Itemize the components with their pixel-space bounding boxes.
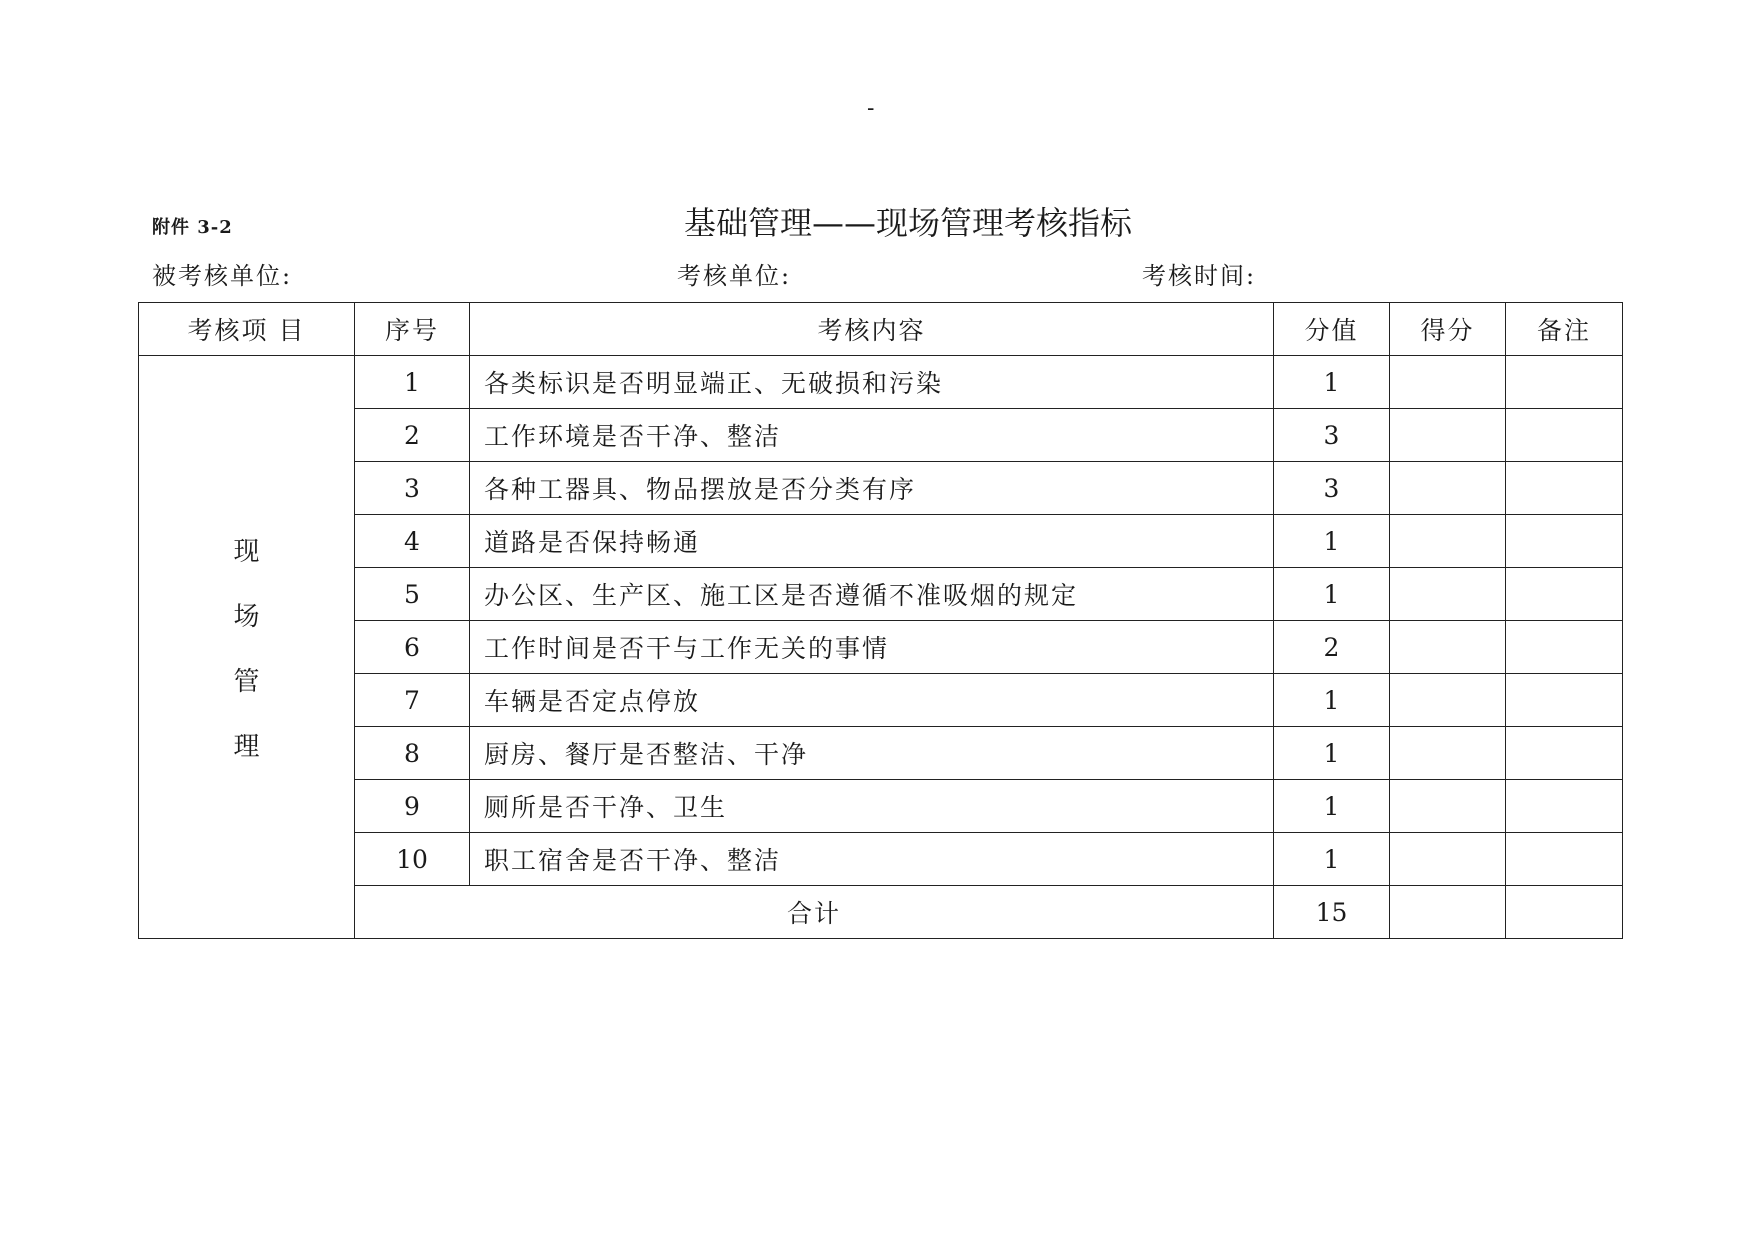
row-score-obtained[interactable] — [1390, 409, 1506, 462]
row-remark[interactable] — [1506, 409, 1623, 462]
table-row — [139, 621, 1623, 674]
item-char: 管 — [233, 667, 260, 697]
row-score-obtained[interactable] — [1390, 462, 1506, 515]
assessment-table — [138, 302, 1623, 939]
row-content: 工作时间是否干与工作无关的事情 — [470, 621, 1274, 674]
row-no: 3 — [355, 462, 470, 515]
row-score-obtained[interactable] — [1390, 780, 1506, 833]
row-score-value: 1 — [1274, 515, 1390, 568]
total-score-obtained[interactable] — [1390, 886, 1506, 939]
table-row — [139, 515, 1623, 568]
header-item: 考核项 目 — [139, 303, 355, 356]
row-score-obtained[interactable] — [1390, 515, 1506, 568]
row-score-obtained[interactable] — [1390, 568, 1506, 621]
row-no: 1 — [355, 356, 470, 409]
row-no: 8 — [355, 727, 470, 780]
row-content: 道路是否保持畅通 — [470, 515, 1274, 568]
row-score-value: 3 — [1274, 409, 1390, 462]
row-remark[interactable] — [1506, 568, 1623, 621]
row-content: 工作环境是否干净、整洁 — [470, 409, 1274, 462]
header-score-obtained: 得分 — [1390, 303, 1506, 356]
row-score-value: 2 — [1274, 621, 1390, 674]
total-row — [139, 886, 1623, 939]
item-category-cell — [139, 356, 355, 939]
assessment-time-label: 考核时间: — [1142, 262, 1257, 290]
row-score-obtained[interactable] — [1390, 674, 1506, 727]
table-row — [139, 462, 1623, 515]
row-score-obtained[interactable] — [1390, 621, 1506, 674]
row-remark[interactable] — [1506, 674, 1623, 727]
table-row — [139, 568, 1623, 621]
row-score-value: 3 — [1274, 462, 1390, 515]
row-remark[interactable] — [1506, 621, 1623, 674]
row-remark[interactable] — [1506, 833, 1623, 886]
row-score-value: 1 — [1274, 780, 1390, 833]
table-header-row — [139, 303, 1623, 356]
assessed-unit-label: 被考核单位: — [152, 262, 293, 290]
row-content: 各种工器具、物品摆放是否分类有序 — [470, 462, 1274, 515]
row-no: 6 — [355, 621, 470, 674]
document-title: 基础管理——现场管理考核指标 — [683, 204, 1132, 242]
row-content: 职工宿舍是否干净、整洁 — [470, 833, 1274, 886]
row-score-value: 1 — [1274, 356, 1390, 409]
row-score-obtained[interactable] — [1390, 833, 1506, 886]
row-score-value: 1 — [1274, 727, 1390, 780]
row-no: 2 — [355, 409, 470, 462]
table-row — [139, 409, 1623, 462]
row-score-obtained[interactable] — [1390, 727, 1506, 780]
table-row — [139, 674, 1623, 727]
row-remark[interactable] — [1506, 462, 1623, 515]
header-no: 序号 — [355, 303, 470, 356]
row-no: 4 — [355, 515, 470, 568]
header-content: 考核内容 — [470, 303, 1274, 356]
row-score-obtained[interactable] — [1390, 356, 1506, 409]
row-content: 厕所是否干净、卫生 — [470, 780, 1274, 833]
item-char: 现 — [233, 537, 260, 567]
row-remark[interactable] — [1506, 515, 1623, 568]
item-category-label — [233, 531, 259, 763]
attachment-number: 附件 3-2 — [152, 217, 233, 238]
row-no: 10 — [355, 833, 470, 886]
row-content: 各类标识是否明显端正、无破损和污染 — [470, 356, 1274, 409]
total-score-value: 15 — [1274, 886, 1390, 939]
row-no: 5 — [355, 568, 470, 621]
table-row — [139, 356, 1623, 409]
table-row — [139, 833, 1623, 886]
item-char: 理 — [233, 732, 260, 762]
item-char: 场 — [233, 602, 260, 632]
row-remark[interactable] — [1506, 780, 1623, 833]
assessor-unit-label: 考核单位: — [677, 262, 792, 290]
row-no: 9 — [355, 780, 470, 833]
row-content: 办公区、生产区、施工区是否遵循不准吸烟的规定 — [470, 568, 1274, 621]
row-no: 7 — [355, 674, 470, 727]
row-score-value: 1 — [1274, 568, 1390, 621]
row-score-value: 1 — [1274, 674, 1390, 727]
row-content: 车辆是否定点停放 — [470, 674, 1274, 727]
total-remark[interactable] — [1506, 886, 1623, 939]
table-row — [139, 727, 1623, 780]
table-row — [139, 780, 1623, 833]
total-label: 合计 — [355, 886, 1274, 939]
row-content: 厨房、餐厅是否整洁、干净 — [470, 727, 1274, 780]
header-score-value: 分值 — [1274, 303, 1390, 356]
header-remark: 备注 — [1506, 303, 1623, 356]
row-remark[interactable] — [1506, 727, 1623, 780]
page-mark: - — [867, 96, 875, 121]
row-score-value: 1 — [1274, 833, 1390, 886]
row-remark[interactable] — [1506, 356, 1623, 409]
